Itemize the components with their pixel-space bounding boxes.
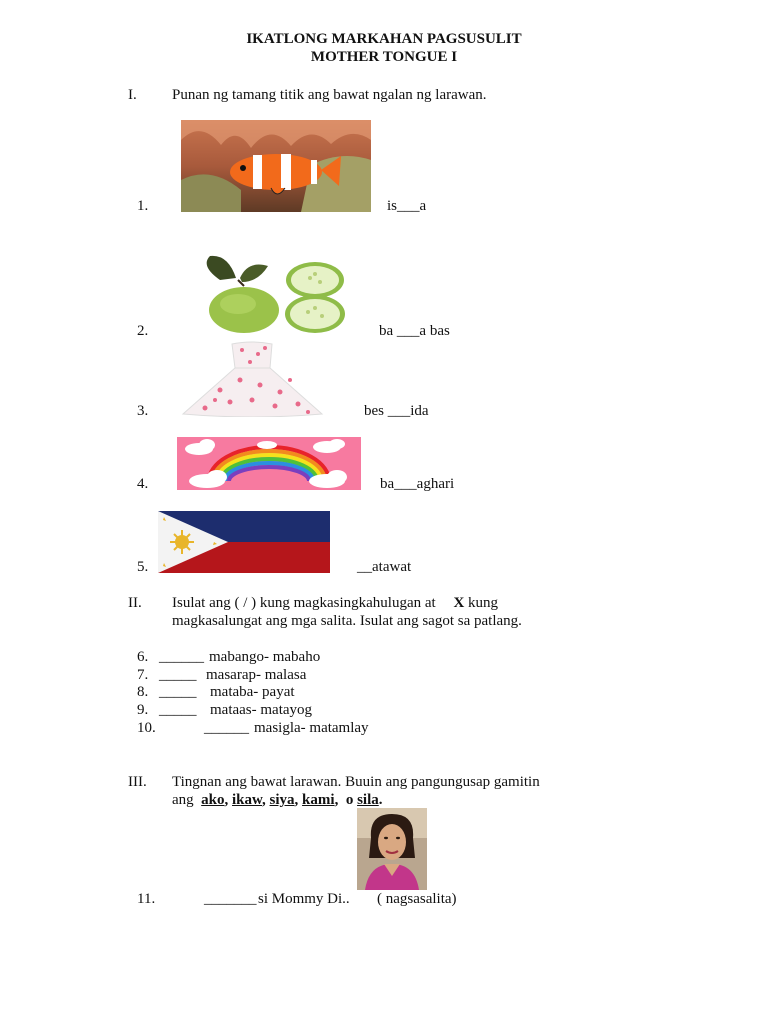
item-9-pair: mataas- matayog bbox=[210, 702, 313, 718]
dress-image bbox=[180, 340, 325, 417]
item-11-number: 11. bbox=[137, 891, 156, 907]
item-10-pair: masigla- matamlay bbox=[254, 720, 369, 736]
woman-portrait-image bbox=[357, 808, 427, 890]
subject-title: MOTHER TONGUE I bbox=[310, 49, 458, 65]
section-2-numeral: II. bbox=[128, 595, 142, 611]
item-1-number: 1. bbox=[137, 198, 149, 214]
section-3-numeral: III. bbox=[128, 774, 147, 790]
item-7-blank: _____ bbox=[159, 667, 197, 683]
o-word: o bbox=[345, 792, 354, 808]
item-11-blank: _______ bbox=[204, 891, 257, 907]
item-7-pair: masarap- malasa bbox=[206, 667, 307, 683]
ang-word: ang bbox=[172, 792, 194, 808]
pronoun-kami: kami bbox=[302, 792, 335, 808]
comma: , bbox=[262, 792, 266, 808]
item-1-word: is___a bbox=[387, 198, 427, 214]
item-3-number: 3. bbox=[137, 403, 149, 419]
x-mark: X bbox=[453, 595, 465, 611]
section-3-instruction-line-2 bbox=[172, 792, 383, 809]
section-3-instruction-line-1: Tingnan ang bawat larawan. Buuin ang pangungusap gamitin bbox=[172, 774, 540, 790]
section-1-numeral: I. bbox=[128, 87, 137, 103]
item-2-word: ba ___a bas bbox=[379, 323, 450, 339]
section-2-instruction-line-1 bbox=[172, 595, 498, 612]
section-2-instruction-line-2: magkasalungat ang mga salita. Isulat ang sagot sa patlang. bbox=[172, 613, 522, 629]
page-title: IKATLONG MARKAHAN PAGSUSULIT bbox=[246, 31, 522, 47]
comma: , bbox=[224, 792, 229, 808]
pronoun-sila: sila bbox=[357, 792, 379, 808]
item-3-word: bes ___ida bbox=[364, 403, 429, 419]
section-2-instruction-part-a: Isulat ang ( / ) kung magkasingkahulugan at bbox=[172, 595, 436, 611]
item-5-number: 5. bbox=[137, 559, 149, 575]
section-1-instruction: Punan ng tamang titik ang bawat ngalan ng larawan. bbox=[172, 87, 487, 103]
item-4-number: 4. bbox=[137, 476, 149, 492]
item-6-blank: ______ bbox=[159, 649, 204, 665]
item-4-word: ba___aghari bbox=[380, 476, 455, 492]
pronoun-siya: siya bbox=[269, 792, 295, 808]
section-2-instruction-part-b: kung bbox=[468, 595, 499, 611]
item-8-number: 8. bbox=[137, 684, 149, 700]
item-8-pair: mataba- payat bbox=[210, 684, 295, 700]
clownfish-image bbox=[181, 120, 371, 212]
pronoun-ako: ako bbox=[201, 792, 225, 808]
item-5-word: __atawat bbox=[357, 559, 412, 575]
item-2-number: 2. bbox=[137, 323, 149, 339]
comma: , bbox=[294, 792, 299, 808]
pronoun-ikaw: ikaw bbox=[232, 792, 263, 808]
item-10-blank: ______ bbox=[204, 720, 249, 736]
guava-image bbox=[198, 252, 346, 334]
comma: , bbox=[334, 792, 339, 808]
item-6-number: 6. bbox=[137, 649, 149, 665]
period: . bbox=[378, 792, 383, 808]
item-11-hint: ( nagsasalita) bbox=[377, 891, 457, 907]
item-9-number: 9. bbox=[137, 702, 149, 718]
rainbow-image bbox=[177, 437, 361, 490]
item-10-number: 10. bbox=[137, 720, 156, 736]
philippine-flag-image bbox=[158, 511, 330, 573]
item-11-sentence: si Mommy Di.. bbox=[258, 891, 350, 907]
item-7-number: 7. bbox=[137, 667, 149, 683]
item-6-pair: mabango- mabaho bbox=[209, 649, 321, 665]
item-9-blank: _____ bbox=[159, 702, 197, 718]
item-8-blank: _____ bbox=[159, 684, 197, 700]
